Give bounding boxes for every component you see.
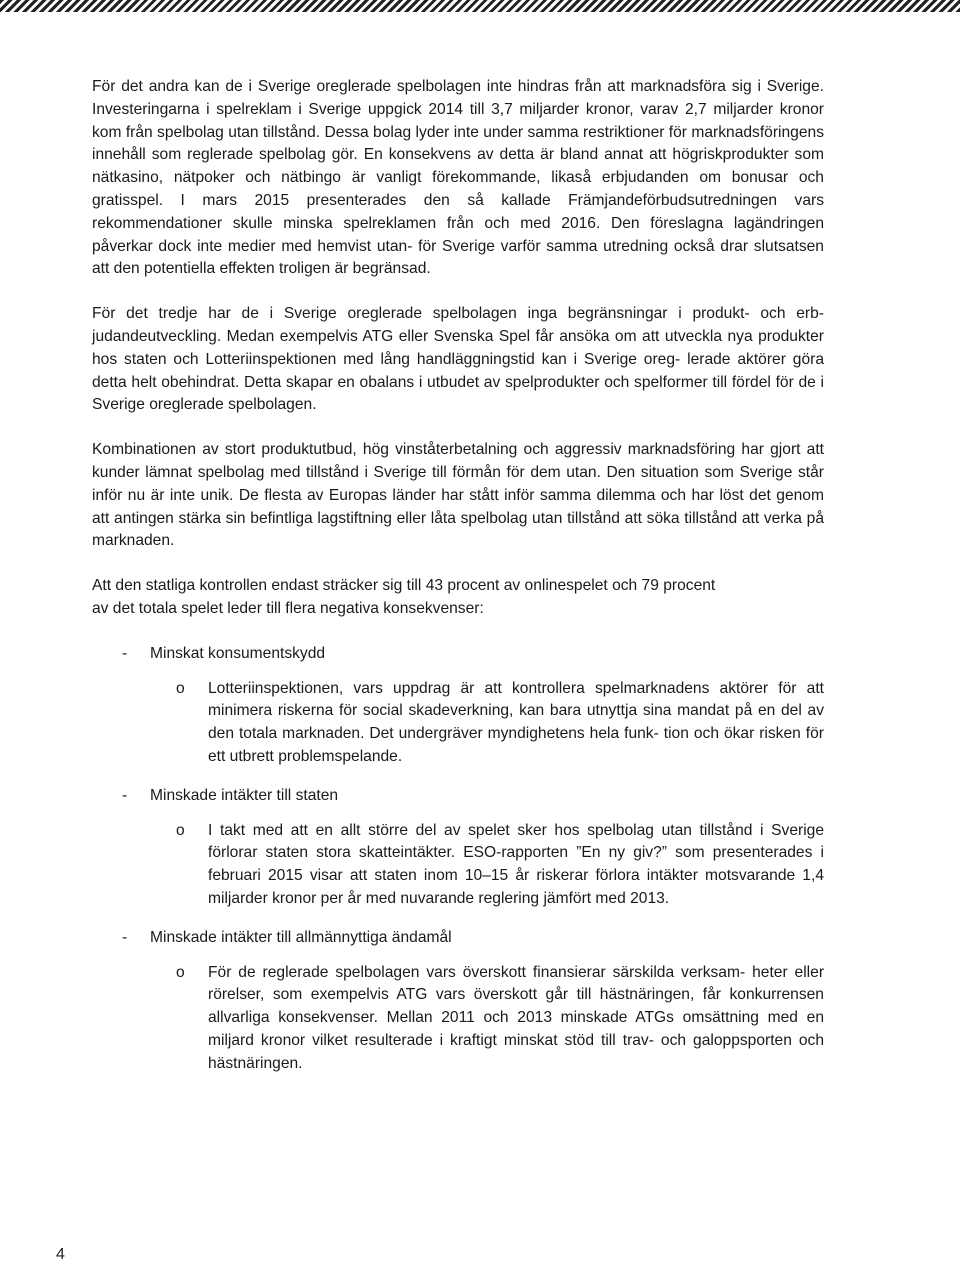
text-line: Sverige förlorar staten stora skatteintäkter. ESO-rapporten ”En ny giv?” som bbox=[208, 821, 824, 862]
text-line: i Sverige. Investeringarna i spelreklam i Sverige uppgick 2014 till 3,7 miljarder kronor, varav bbox=[92, 78, 824, 118]
text-line: för Sverige varför samma utredning också drar slutsatsen att den potentiella effekten troligen bbox=[92, 237, 824, 278]
consequence-item-public-benefit bbox=[92, 927, 824, 1076]
text-line: För de reglerade spelbolagen vars överskott finansierar särskilda verksam- bbox=[208, 963, 746, 981]
text-line: förekommande, likaså erbjudanden om bonusar och gratisspel. I mars 2015 presenterades den bbox=[92, 169, 824, 209]
text-line: 2,7 miljarder kronor kom från spelbolag utan tillstånd. Dessa bolag lyder inte under samma bbox=[92, 100, 824, 141]
dash-marker: - bbox=[122, 644, 128, 662]
paragraph-combination bbox=[92, 439, 824, 553]
consequence-item-consumer-protection bbox=[92, 643, 824, 769]
text-line: Att den statliga kontrollen endast sträcker sig till 43 procent av onlinespelet och 79 procent bbox=[92, 577, 716, 595]
consequence-item-state-revenue bbox=[92, 785, 824, 911]
paragraph-marketing bbox=[92, 76, 824, 281]
text-line: är begränsad. bbox=[334, 260, 431, 278]
text-line: jämfört med 2013. bbox=[543, 889, 670, 907]
sub-bullet-marker: o bbox=[176, 821, 185, 839]
text-line: tion och ökar risken för ett utbrett problemspelande. bbox=[208, 725, 824, 765]
text-line: spelbolag utan tillstånd att söka tillstånd att verka på marknaden. bbox=[92, 509, 824, 550]
text-line: detta är bland annat att högriskprodukter som nätkasino, nätpoker och nätbingo är vanligt bbox=[92, 146, 824, 187]
text-line: trav- och galoppsporten och hästnäringen. bbox=[208, 1031, 824, 1072]
text-line: av det totala spelet leder till flera negativa konsekvenser: bbox=[92, 599, 484, 617]
text-line: restriktioner för marknadsföringens innehåll som reglerade spelbolag gör. En konsekvens av bbox=[92, 123, 824, 164]
text-line: så kallade Främjandeförbudsutredningen vars rekommendationer skulle minska spelreklamen bbox=[92, 191, 824, 232]
page-number: 4 bbox=[56, 1246, 65, 1263]
text-line: omsättning med en miljard kronor vilket resulterade i kraftigt minskat stöd till bbox=[208, 1009, 825, 1049]
text-line: har gjort att kunder lämnat spelbolag med tillstånd i Sverige till förmån för dem utan. Den bbox=[92, 441, 824, 481]
dash-marker: - bbox=[122, 928, 128, 946]
consequence-title: Minskade intäkter till allmännyttiga ändamål bbox=[150, 928, 452, 946]
dash-marker: - bbox=[122, 786, 128, 804]
text-line: Kombinationen av stort produktutbud, hög vinståterbetalning och aggressiv marknadsföring bbox=[92, 441, 736, 459]
consequence-description bbox=[208, 962, 824, 1076]
text-line: att minimera riskerna för social skadeverkning, kan bara utnyttja sina mandat bbox=[208, 679, 824, 720]
text-line: judandeutveckling. Medan exempelvis ATG eller Svenska Spel får ansöka om att utveckla nya bbox=[92, 327, 753, 345]
text-line: från och med 2016. Den föreslagna lagändringen påverkar dock inte medier med hemvist utan- bbox=[92, 214, 824, 255]
list-intro bbox=[92, 575, 824, 621]
text-line: heter eller rörelser, som exempelvis ATG vars överskott går till hästnäringen, får bbox=[208, 963, 825, 1004]
text-line: samma dilemma och har löst det genom att antingen stärka sin befintliga lagstiftning eller låta bbox=[92, 486, 824, 527]
paragraph-products bbox=[92, 303, 824, 417]
text-line: I takt med att en allt större del av spelet sker hos spelbolag utan tillstånd i bbox=[208, 821, 764, 839]
text-line: lerade aktörer göra detta helt obehindrat. Detta skapar en obalans i utbudet av spelprodukter bbox=[92, 350, 825, 391]
text-line: presenterades i februari 2015 visar att staten inom 10–15 år riskerar förlora bbox=[208, 844, 824, 885]
text-line: produkter hos staten och Lotteriinspektionen med lång handläggningstid kan i Sverige oreg- bbox=[92, 327, 824, 368]
sub-bullet-marker: o bbox=[176, 679, 185, 697]
text-line: situation som Sverige står inför nu är inte unik. De flesta av Europas länder har stått inför bbox=[92, 463, 824, 504]
sub-bullet-marker: o bbox=[176, 963, 185, 981]
top-hatch-border bbox=[0, 0, 960, 12]
text-line: intäkter motsvarande 1,4 miljarder kronor per år med nuvarande reglering bbox=[208, 867, 824, 907]
consequence-description bbox=[208, 678, 824, 769]
text-line: på en del av den totala marknaden. Det undergräver myndighetens hela funk- bbox=[208, 702, 824, 743]
document-body bbox=[92, 76, 824, 1091]
text-line: För det tredje har de i Sverige oreglerade spelbolagen inga begränsningar i produkt- och erb- bbox=[92, 305, 824, 323]
text-line: För det andra kan de i Sverige oreglerade spelbolagen inte hindras från att marknadsföra sig bbox=[92, 78, 752, 95]
consequence-description bbox=[208, 820, 824, 911]
text-line: och spelformer till fördel för de i Sverige oreglerade spelbolagen. bbox=[92, 373, 824, 414]
consequence-title: Minskat konsumentskydd bbox=[150, 644, 326, 662]
text-line: konkurrensen allvarliga konsekvenser. Mellan 2011 och 2013 minskade ATGs bbox=[208, 986, 824, 1027]
text-line: Lotteriinspektionen, vars uppdrag är att kontrollera spelmarknadens aktörer för bbox=[208, 679, 797, 697]
consequence-title: Minskade intäkter till staten bbox=[150, 786, 339, 804]
